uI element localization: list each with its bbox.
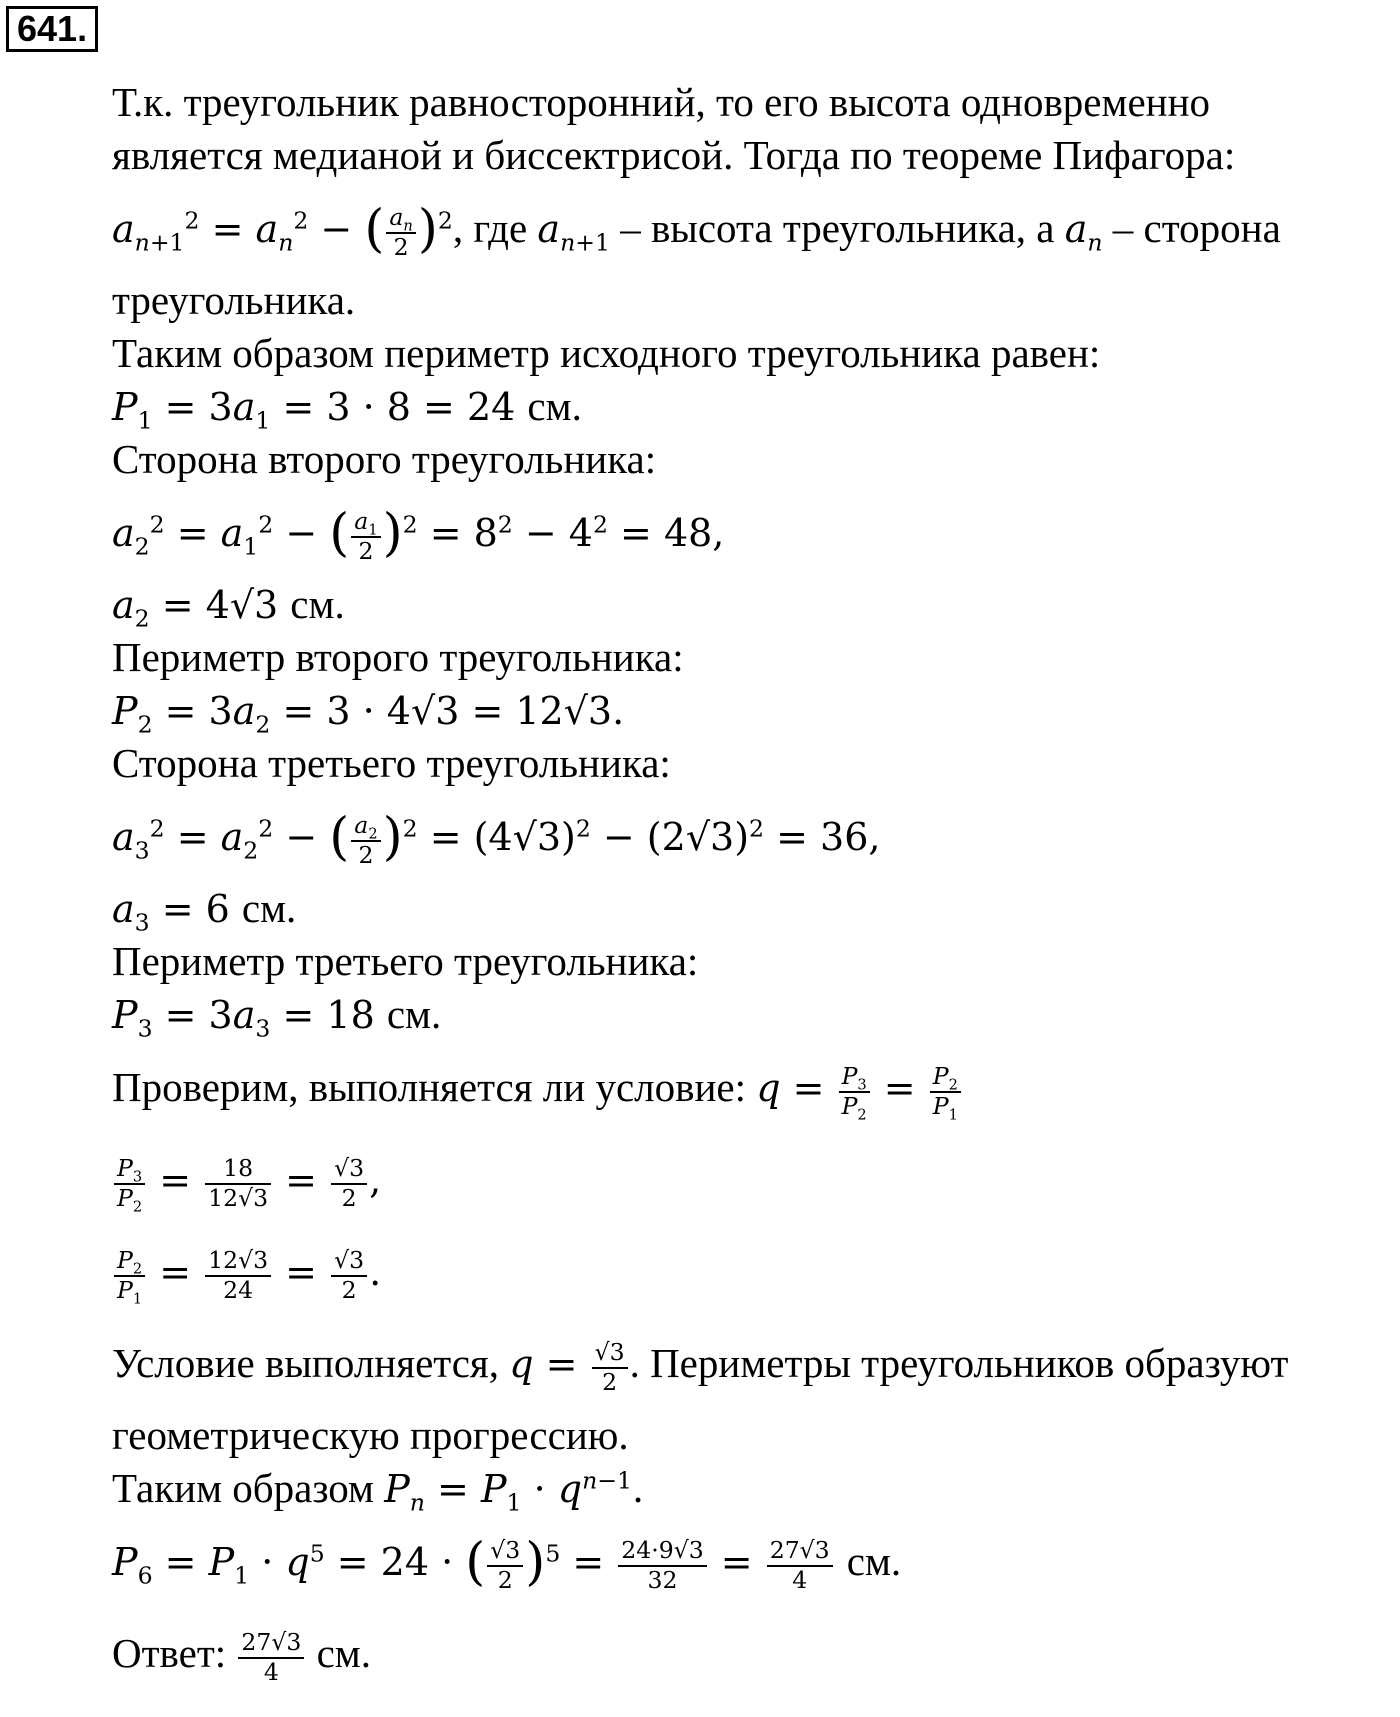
formula-line: $a_2^2 = a_1^2$ − ( $\frac{a_1}{2}$ )$^2 = 8^2 - 4^2 = 48$,	[112, 503, 725, 565]
formula-line: $a_3 = 6$ см.	[112, 885, 297, 937]
text-line: Периметр второго треугольника:	[112, 634, 684, 680]
formula-line: $a_3^2 = a_2^2$ − ( $\frac{a_2}{2}$ )$^2 = (4√3)^2 - (2√3)^2 = 36$,	[112, 807, 881, 869]
formula-line: $P_1 = 3a_1 = 3 \cdot 8 = 24$ см.	[112, 383, 582, 435]
formula-line: Проверим, выполняется ли условие: q = $\frac{P_3}{P_2}$ = $\frac{P_2}{P_1}$	[112, 1041, 1397, 1133]
problem-number: 641.	[6, 6, 98, 52]
formula-line: Таким образом $P_n = P_1 \cdot q^{n-1}$.	[112, 1465, 645, 1517]
formula-line: $P_3 = 3a_3 = 18$ см.	[112, 991, 442, 1043]
formula-line: $\frac{P_3}{P_2}$ = $\frac{18}{12√3}$ = $\frac{√3}{2}$ ,	[112, 1133, 1397, 1225]
formula-line: $P_6 = P_1 \cdot q^5 = 24$ · ( $\frac{√3}{2}$ )$^5$ = $\frac{24\cdot 9√3}{32}$ = $\frac{27√3}{4}$ см.	[112, 1532, 902, 1594]
solution-text	[112, 76, 1397, 1699]
text-line: Периметр третьего треугольника:	[112, 938, 699, 984]
text-line: геометрическую прогрессию.	[112, 1412, 629, 1458]
formula-line: $a_{n+1}^2 = a_n^2$ − ( $\frac{a_n}{2}$ )$^2$, где $a_{n+1}$ – высота треугольника, а $a_n$ – сторона	[112, 199, 1281, 261]
text-line: треугольника.	[112, 277, 356, 323]
text-line: Таким образом периметр исходного треугольника равен:	[112, 330, 1101, 376]
text-line: Сторона второго треугольника:	[112, 436, 657, 482]
formula-line: $P_2 = 3a_2 = 3 \cdot 4√3 = 12√3$.	[112, 689, 625, 739]
text-line: Сторона третьего треугольника:	[112, 740, 671, 786]
answer-line: Ответ: $\frac{27√3}{4}$ см.	[112, 1628, 372, 1686]
text-line: Т.к. треугольник равносторонний, то его высота одновременно	[112, 79, 1211, 125]
text-line: является медианой и биссектрисой. Тогда по теореме Пифагора:	[112, 132, 1236, 178]
formula-line: $a_2 = 4√3$ см.	[112, 581, 345, 633]
formula-line: $\frac{P_2}{P_1}$ = $\frac{12√3}{24}$ = $\frac{√3}{2}$ .	[112, 1225, 1397, 1317]
formula-line: Условие выполняется, q = $\frac{√3}{2}$ . Периметры треугольников образуют	[112, 1338, 1289, 1396]
